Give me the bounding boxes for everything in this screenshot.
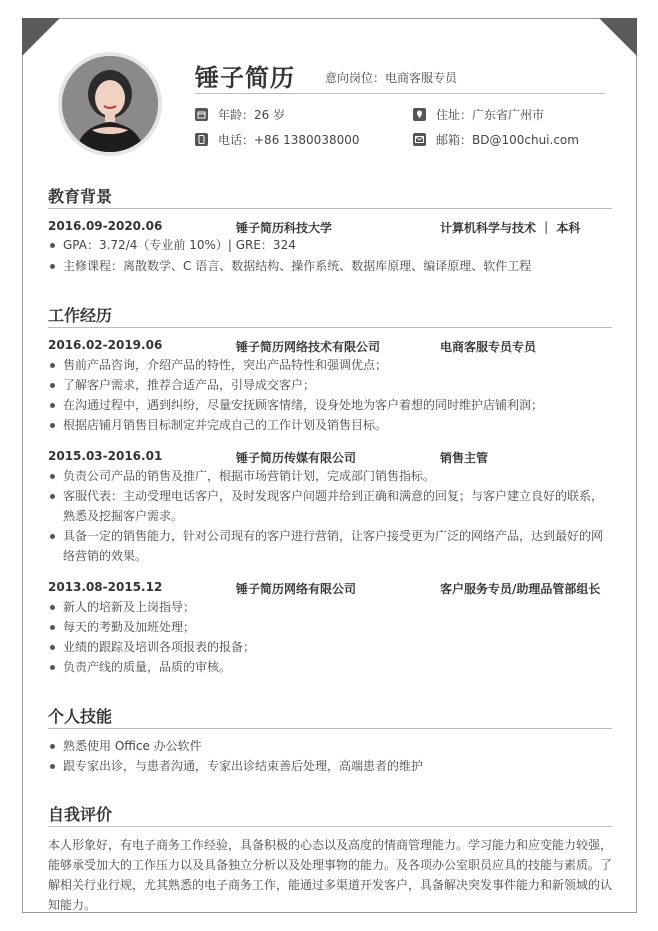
list-item: 在沟通过程中，遇到纠纷，尽量安抚顾客情绪，设身处地为客户着想的同时维护店铺利润； [48, 395, 612, 415]
info-address [413, 106, 544, 123]
info-phone [195, 131, 360, 148]
entry-school: 锤子简历科技大学 [236, 221, 333, 235]
phone-text: 电话：+86 1380038000 [218, 133, 360, 147]
section-title-skills: 个人技能 [48, 707, 113, 726]
job-entry [48, 338, 612, 354]
entry-date: 2016.02-2019.06 [48, 338, 163, 352]
entry-company: 锤子简历传媒有限公司 [236, 451, 357, 465]
entry-date: 2013.08-2015.12 [48, 580, 163, 594]
list-item: 具备一定的销售能力，针对公司现有的客户进行营销，让客户接受更为广泛的网络产品，达到最好的网络营销的效果。 [48, 526, 612, 566]
location-pin-icon [413, 108, 426, 121]
phone-icon [195, 133, 208, 146]
entry-company: 锤子简历网络技术有限公司 [236, 340, 381, 354]
entry-major: 计算机科学与技术 ｜ 本科 [440, 221, 581, 235]
entry-date: 2016.09-2020.06 [48, 219, 163, 233]
avatar [58, 52, 162, 156]
section-title-work: 工作经历 [48, 306, 113, 325]
email-text: 邮箱：BD@100chui.com [436, 133, 579, 147]
list-item: 业绩的跟踪及培训各项报表的报备； [48, 637, 612, 657]
entry-date: 2015.03-2016.01 [48, 449, 163, 463]
list-item: 负责产线的质量，品质的审核。 [48, 657, 612, 677]
resume-name: 锤子简历 [195, 64, 295, 92]
corner-decoration-left [22, 18, 60, 56]
list-item: 每天的考勤及加班处理； [48, 617, 612, 637]
list-item: 新人的培新及上岗指导； [48, 597, 612, 617]
job-entry [48, 580, 612, 596]
section-title-self-evaluation: 自我评价 [48, 805, 113, 824]
section-divider [48, 327, 612, 328]
list-item: 客服代表：主动受理电话客户，及时发现客户问题并给到正确和满意的回复；与客户建立良好的联系，熟悉及挖掘客户需求。 [48, 486, 612, 526]
section-divider [48, 208, 612, 209]
portrait-icon [62, 56, 158, 152]
entry-role: 销售主管 [440, 451, 489, 465]
entry-role: 客户服务专员/助理品管部组长 [440, 582, 601, 596]
info-email [413, 131, 579, 148]
list-item: 主修课程：离散数学、C 语言、数据结构、操作系统、数据库原理、编译原理、软件工程 [48, 256, 612, 276]
entry-company: 锤子简历网络有限公司 [236, 582, 357, 596]
calendar-icon [195, 108, 208, 121]
list-item: 熟悉使用 Office 办公软件 [48, 736, 612, 756]
self-evaluation-text: 本人形象好，有电子商务工作经验，具备积极的心态以及高度的情商管理能力。学习能力和应变能力较强，能够承受加大的工作压力以及具备独立分析以及处理事物的能力。及各项办公室职员应具的技能与素质。了解相关行业行规，尤其熟悉的电子商务工作，能通过多渠道开发客户，具备解决突发事件能力和新领域的认知能力。 [48, 838, 613, 912]
age-text: 年龄：26 岁 [218, 108, 286, 122]
header-divider [195, 93, 605, 94]
list-item: 了解客户需求，推荐合适产品，引导成交客户； [48, 375, 612, 395]
mail-icon [413, 133, 426, 146]
entry-role: 电商客服专员专员 [440, 340, 537, 354]
section-title-education: 教育背景 [48, 187, 113, 206]
list-item: 负责公司产品的销售及推广，根据市场营销计划，完成部门销售指标。 [48, 466, 612, 486]
list-item: 根据店铺月销售目标制定并完成自己的工作计划及销售目标。 [48, 415, 612, 435]
target-position: 意向岗位：电商客服专员 [325, 71, 458, 85]
list-item: 售前产品咨询，介绍产品的特性，突出产品特性和强调优点； [48, 355, 612, 375]
info-age [195, 106, 285, 123]
job-entry [48, 449, 612, 465]
section-divider [48, 826, 612, 827]
list-item: GPA：3.72/4（专业前 10%）| GRE：324 [48, 235, 612, 255]
list-item: 跟专家出诊，与患者沟通，专家出诊结束善后处理，高端患者的维护 [48, 756, 612, 776]
address-text: 住址：广东省广州市 [436, 108, 545, 122]
section-divider [48, 728, 612, 729]
education-entry [48, 219, 612, 235]
corner-decoration-right [599, 18, 637, 56]
